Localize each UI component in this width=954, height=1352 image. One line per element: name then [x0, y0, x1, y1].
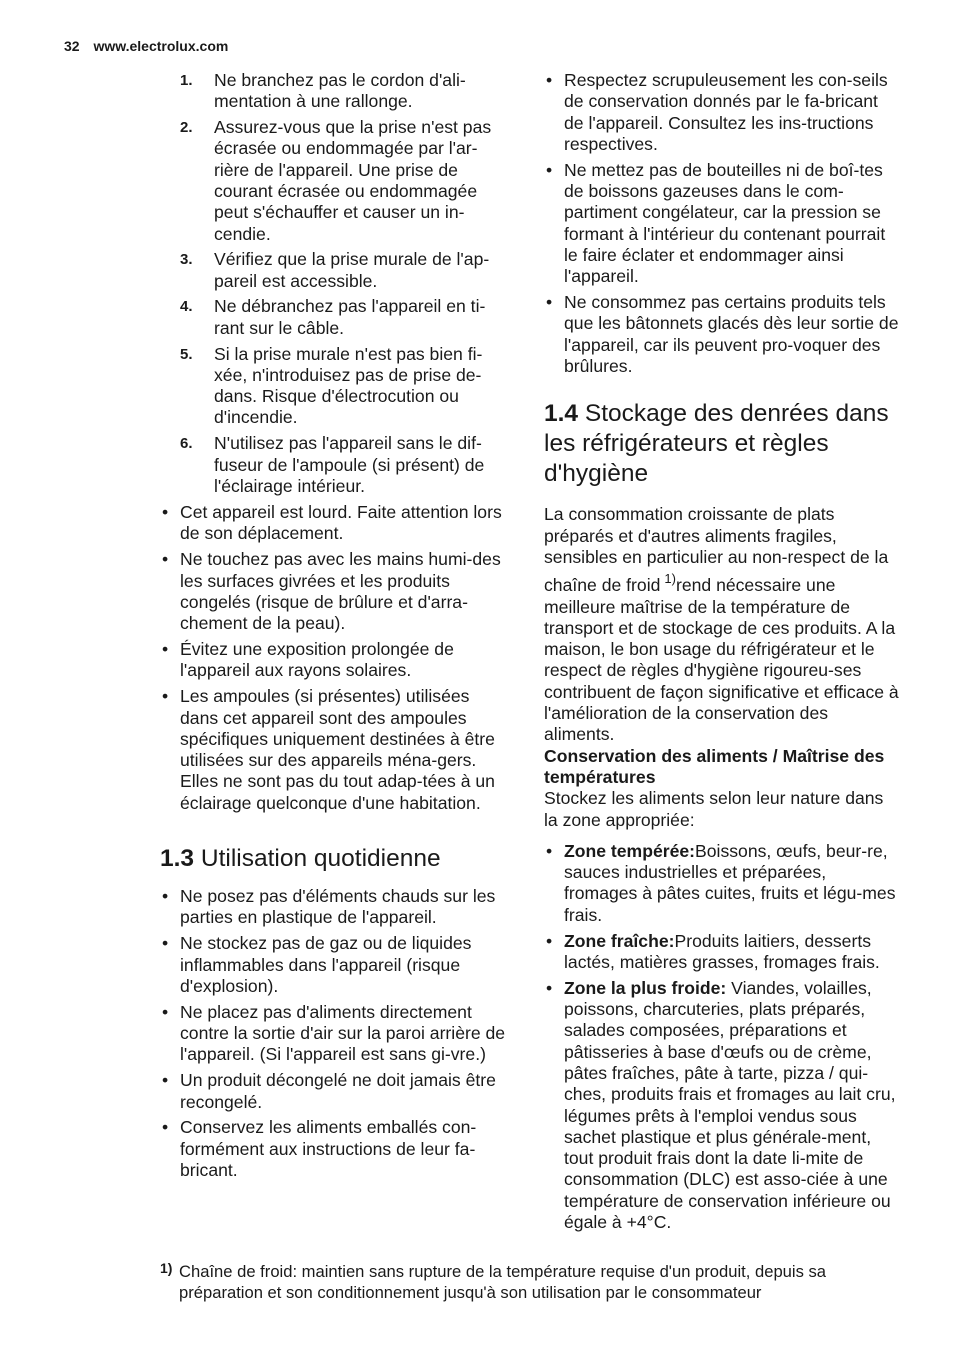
subheading-text: Stockez les aliments selon leur nature dans la zone appropriée:: [544, 788, 884, 830]
website-url[interactable]: www.electrolux.com: [93, 38, 229, 54]
numbered-item: [160, 344, 510, 429]
numbered-item: [160, 249, 510, 292]
item-number: 3.: [180, 251, 193, 269]
bullet-item: • Ne stockez pas de gaz ou de liquides inflammables dans l'appareil (risque d'explosion).: [160, 933, 510, 997]
bullet-item: • Ne posez pas d'éléments chauds sur les parties en plastique de l'appareil.: [160, 886, 510, 929]
bullet-item: • Les ampoules (si présentes) utilisées dans cet appareil sont des ampoules spécifiques uniquement destinées à être utilisées sur des appareils ména-gers. Elles ne sont pas du tout adap-tées à un éclairage quelconque d'une habitation.: [160, 686, 510, 814]
item-number: 4.: [180, 298, 193, 316]
bullet-item: • Évitez une exposition prolongée de l'appareil aux rayons solaires.: [160, 639, 510, 682]
zone-item: [544, 931, 900, 974]
page-header: [64, 38, 228, 54]
safety-bullet-list: [160, 502, 510, 814]
section-number: 1.4: [544, 400, 579, 428]
item-text: Si la prise murale n'est pas bien fi-xée, n'introduisez pas de prise de-dans. Risque d'électrocution ou d'incendie.: [214, 343, 483, 428]
section-title: Stockage des denrées dans les réfrigérateurs et règles d'hygiène: [544, 400, 889, 488]
zone-item: [544, 841, 900, 926]
footnote: [160, 1262, 900, 1303]
bullet-item: • Ne placez pas d'aliments directement contre la sortie d'air sur la paroi arrière de l'appareil. (Si l'appareil est sans gi-vre.): [160, 1002, 510, 1066]
bullet-item: • Cet appareil est lourd. Faite attention lors de son déplacement.: [160, 502, 510, 545]
numbered-item: [160, 70, 510, 113]
item-text: Vérifiez que la prise murale de l'ap-pareil est accessible.: [214, 249, 490, 291]
item-text: Assurez-vous que la prise n'est pas écrasée ou endommagée par l'ar-rière de l'appareil. Une prise de courant écrasée ou endommagée peut s'échauffer et causer un in-cendie.: [214, 117, 492, 244]
section-title: Utilisation quotidienne: [200, 845, 441, 873]
zone-label: Zone tempérée:: [564, 840, 696, 861]
intro-paragraph: [544, 504, 900, 745]
zone-text: Boissons, œufs, beur-re, sauces industrielles et préparées, fromages à pâtes cuites, fruits et légu-mes frais.: [564, 840, 896, 925]
daily-use-bullet-list: [160, 886, 510, 1181]
zone-text: Produits laitiers, desserts lactés, matières grasses, fromages frais.: [564, 930, 880, 972]
bullet-item: • Ne consommez pas certains produits tels que les bâtonnets glacés dès leur sortie de l'appareil, car ils peuvent pro-voquer des brûlures.: [544, 292, 900, 377]
numbered-item: [160, 433, 510, 497]
footnote-reference: 1): [664, 571, 676, 587]
bullet-item: • Conservez les aliments emballés con-formément aux instructions de leur fa-bricant.: [160, 1117, 510, 1181]
numbered-list: [160, 70, 510, 497]
section-number: 1.3: [160, 845, 195, 873]
bullet-item: • Respectez scrupuleusement les con-seils de conservation donnés par le fa-bricant de l'appareil. Consultez les ins-tructions respectives.: [544, 70, 900, 155]
zone-text: Viandes, volailles, poissons, charcuteries, plats préparés, salades composées, préparations et pâtisseries à base d'œufs ou de crème, pâtes fraîches, pâte à tarte, pizza / qui-ches, produits frais et fromages au lait cru, légumes prêts à l'emploi vendus sous sachet plastique et plus générale-ment, tout produit frais dont la date li-mite de consommation (DLC) est asso-ciée à une température de conservation inférieure ou égale à +4°C.: [564, 977, 896, 1233]
footnote-text: Chaîne de froid: maintien sans rupture de la température requise d'un produit, depuis sa préparation et son conditionnement jusqu'à son utilisation par le consommateur: [179, 1262, 827, 1302]
left-column: [160, 70, 510, 1186]
intro-text-continued: rend nécessaire une meilleure maîtrise de la température de transport et de stockage de ces produits. A la maison, le bon usage du réfrigérateur et le respect de règles d'hygiène rigoureu-ses contribuent de façon significative et efficace à l'amélioration de la conservation des aliments.: [544, 575, 899, 745]
right-column: [544, 70, 900, 1238]
bullet-item: • Un produit décongelé ne doit jamais être recongelé.: [160, 1070, 510, 1113]
subheading: Conservation des aliments / Maîtrise des températures: [544, 745, 885, 787]
section-heading-1-3: [160, 844, 510, 874]
item-text: Ne branchez pas le cordon d'ali-mentation à une rallonge.: [214, 70, 466, 112]
numbered-item: [160, 117, 510, 245]
item-number: 1.: [180, 72, 193, 89]
footnote-mark: 1): [160, 1260, 173, 1276]
intro-text: La consommation croissante de plats préparés et d'autres aliments fragiles, sensibles en particulier au non-respect de la chaîne de froid: [544, 504, 889, 596]
bullet-item: • Ne mettez pas de bouteilles ni de boî-tes de boissons gazeuses dans le com-partiment congélateur, car la pression se formant à l'intérieur du contenant pourrait le faire éclater et endommager ainsi l'appareil.: [544, 160, 900, 288]
item-text: N'utilisez pas l'appareil sans le dif-fuseur de l'ampoule (si présent) de l'éclairage intérieur.: [214, 433, 485, 496]
zone-label: Zone la plus froide:: [564, 977, 727, 998]
zone-label: Zone fraîche:: [564, 930, 675, 951]
zone-list: [544, 841, 900, 1234]
zone-item: [544, 978, 900, 1234]
bullet-item: • Ne touchez pas avec les mains humi-des les surfaces givrées et les produits congelés (risque de brûlure et d'arra-chement de la peau).: [160, 549, 510, 634]
item-number: 6.: [180, 435, 193, 453]
item-number: 2.: [180, 119, 193, 137]
page-number: 32: [64, 38, 80, 54]
item-number: 5.: [180, 345, 193, 363]
storage-bullet-list: [544, 70, 900, 377]
numbered-item: [160, 296, 510, 339]
item-text: Ne débranchez pas l'appareil en ti-rant sur le câble.: [214, 296, 486, 338]
section-heading-1-4: [544, 399, 900, 489]
